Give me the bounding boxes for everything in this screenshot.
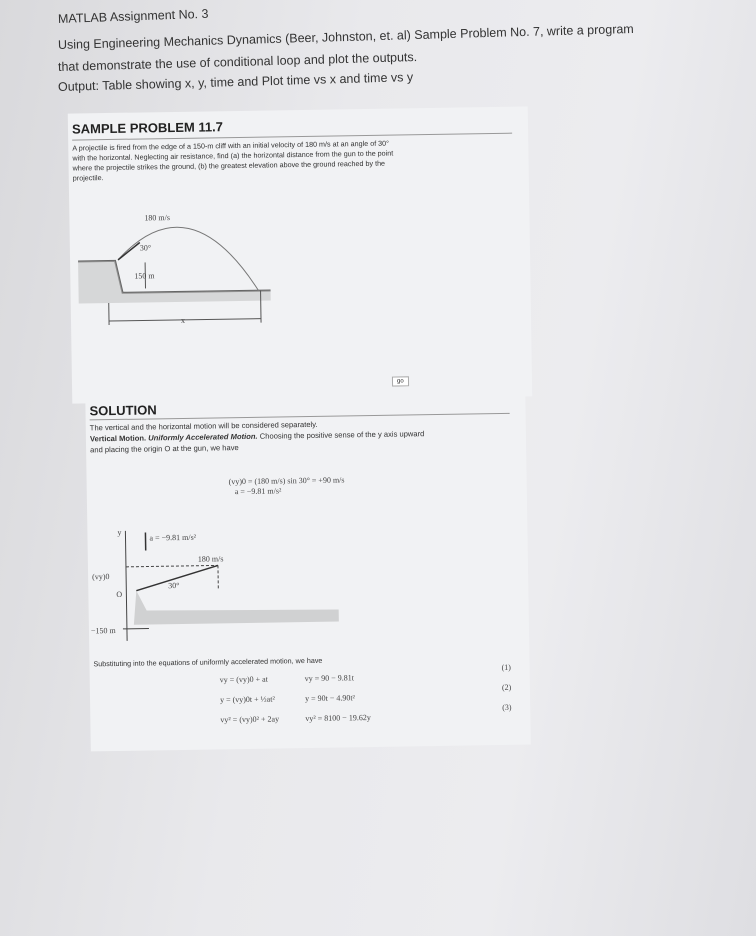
eq-a: a = −9.81 m/s² — [234, 486, 282, 497]
y-axis-label: y — [117, 527, 122, 537]
substitution-text: Substituting into the equations of uniformly accelerated motion, we have — [93, 655, 323, 669]
height-label: 150 m — [134, 271, 155, 281]
velocity-label: 180 m/s — [197, 554, 224, 564]
italic-heading: Uniformly Accelerated Motion. — [148, 431, 258, 443]
solution-figure — [87, 517, 349, 651]
eq-general-3: vy² = (vy)0² + 2ay — [220, 714, 280, 725]
solution-title: SOLUTION — [89, 402, 157, 419]
accel-label: a = −9.81 m/s² — [149, 532, 197, 543]
eq-specific-1: vy = 90 − 9.81t — [304, 673, 355, 684]
problem-text — [72, 139, 393, 184]
velocity-label: 180 m/s — [144, 213, 171, 223]
height-label: −150 m — [90, 626, 116, 636]
eq-number-3: (3) — [502, 702, 512, 712]
eq-specific-2: y = 90t − 4.90t² — [304, 693, 355, 704]
sample-problem-card — [68, 106, 532, 403]
distance-label: x — [180, 315, 186, 325]
problem-line: with the horizontal. Neglecting air resistance, find (a) the horizontal distance from the gun to the point — [72, 148, 394, 163]
eq-number-2: (2) — [501, 682, 512, 692]
assignment-title: MATLAB Assignment No. 3 — [57, 6, 209, 26]
problem-line: A projectile is fired from the edge of a 150-m cliff with an initial velocity of 180 m/s at an angle of 30° — [72, 138, 390, 153]
origin-label: O — [116, 589, 123, 600]
angle-label: 30° — [168, 581, 180, 591]
eq-number-1: (1) — [501, 662, 511, 672]
eq-v0: (vy)0 = (180 m/s) sin 30° = +90 m/s — [228, 475, 345, 487]
projectile-figure — [69, 190, 301, 334]
problem-line: projectile. — [72, 173, 104, 183]
solution-text — [90, 417, 425, 455]
eq-general-2: y = (vy)0t + ½at² — [219, 694, 275, 705]
eq-specific-3: vy² = 8100 − 19.62y — [305, 713, 371, 724]
assignment-line-3: Output: Table showing x, y, time and Plot time vs x and time vs y — [57, 70, 414, 94]
assignment-line-1: Using Engineering Mechanics Dynamics (Beer, Johnston, et. al) Sample Problem No. 7, write a program — [57, 21, 634, 52]
solution-line: and placing the origin O at the gun, we have — [90, 443, 239, 455]
problem-line: where the projectile strikes the ground, (b) the greatest elevation above the ground reached by the — [72, 158, 386, 173]
go-button[interactable]: go — [392, 376, 409, 386]
solution-card — [85, 385, 531, 752]
vy0-label: (vy)0 — [92, 572, 110, 582]
assignment-line-2: that demonstrate the use of conditional loop and plot the outputs. — [57, 49, 418, 74]
sample-problem-title: SAMPLE PROBLEM 11.7 — [71, 119, 224, 137]
solution-line: The vertical and the horizontal motion will be considered separately. — [89, 419, 318, 433]
angle-label: 30° — [139, 243, 152, 253]
text: Choosing the positive sense of the y axis upward — [259, 429, 425, 441]
eq-general-1: vy = (vy)0 + at — [219, 674, 268, 685]
bold-heading: Vertical Motion. — [89, 433, 147, 444]
